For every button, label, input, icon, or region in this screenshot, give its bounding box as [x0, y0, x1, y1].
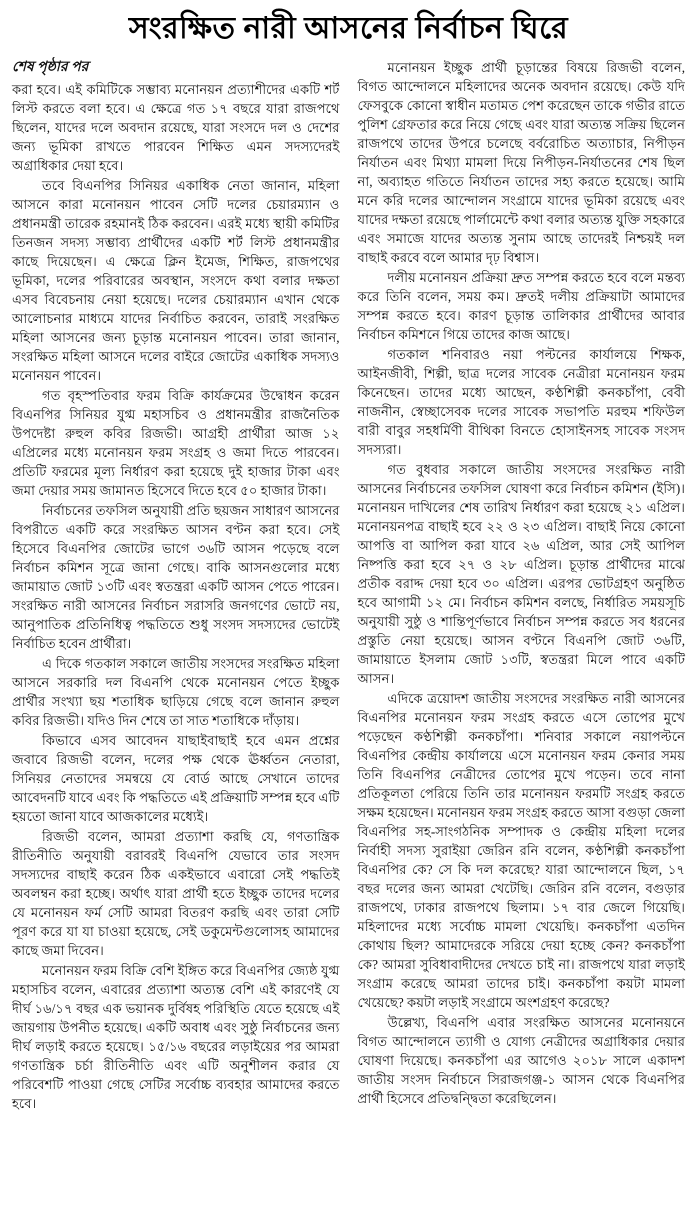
continuation-note: শেষ পৃষ্ঠার পর — [12, 59, 89, 75]
article-paragraph: গতকাল শনিবারও নয়া পল্টনের কার্যালয়ে শিক্ষক, আইনজীবী, শিল্পী, ছাত্র দলের সাবেক নেত্রীরা মনোনয়ন ফরম কিনেছেন। তাদের মধ্যে আছেন, কণ্ঠশিল্পী কনকচাঁপা, বেবী নাজনীন, স্বেচ্ছাসেবক দলের সাবেক সভাপতি মরহুম শফিউল বারী বাবুর সহধর্মিণী বীথিকা বিনতে হোসাইনসহ সাবেক সংসদ সদস্যরা। — [357, 346, 685, 457]
article-headline: সংরক্ষিত নারী আসনের নির্বাচন ঘিরে — [128, 12, 569, 45]
article-paragraph: মনোনয়ন ফরম বিক্রি বেশি ইঙ্গিত করে বিএনপির জ্যেষ্ঠ যুগ্ম মহাসচিব বলেন, এবারের প্রত্যাশা অত্যন্ত বেশি এই কারণেই যে দীর্ঘ ১৬/১৭ বছর এক ভয়ানক দুর্বিষহ পরিস্থিতি যেতে হয়েছে এই জায়গায় উপনীত হয়েছে। একটি অবাধ এবং সুষ্ঠু নির্বাচনের জন্য দীর্ঘ লড়াই করতে হয়েছে। ১৫/১৬ বছরের লড়াইয়ের পর আমরা গণতান্ত্রিক চর্চা রীতিনীতি এবং এটি অনুশীলন করার যে পরিবেশটি পাওয়া গেছে সেটির সর্বোচ্চ ব্যবহার আমাদের করতে হবে। — [12, 962, 340, 1111]
article-paragraph: উল্লেখ্য, বিএনপি এবার সংরক্ষিত আসনের মনোনয়নে বিগত আন্দোলনে ত্যাগী ও যোগ্য নেত্রীদের অগ্রাধিকার দেয়ার ঘোষণা দিয়েছে। কনকচাঁপা এর আগেও ২০১৮ সালে একাদশ জাতীয় সংসদ নির্বাচনে সিরাজগঞ্জ-১ আসন থেকে বিএনপির প্রার্থী হিসেবে প্রতিদ্বন্দ্বিতা করেছিলেন। — [357, 1014, 685, 1106]
article-paragraph: তবে বিএনপির সিনিয়র একাধিক নেতা জানান, মহিলা আসনে কারা মনোনয়ন পাবেন সেটি দলের চেয়ারম্যান ও প্রধানমন্ত্রী তারেক রহমানই ঠিক করবেন। এরই মধ্যে স্থায়ী কমিটির তিনজন সদস্য সম্ভাব্য প্রার্থীদের একটি শর্ট লিস্ট প্রধানমন্ত্রীর কাছে দিয়েছেন। এ ক্ষেত্রে ক্লিন ইমেজ, শিক্ষিত, রাজপথের ভূমিকা, দলের পরিবারের অবস্থান, সংসদে কথা বলার দক্ষতা এসব বিবেচনায় নেয়া হয়েছে। দলের চেয়ারম্যান এখান থেকে আলোচনার মাধ্যমে যাদের নির্বাচিত করবেন, তারাই সংরক্ষিত মহিলা আসনের জন্য চূড়ান্ত মনোনয়ন পাবেন। তারা জানান, সংরক্ষিত মহিলা আসনে দলের বাইরে জোটের একাধিক সদস্যও মনোনয়ন পাবেন। — [12, 177, 340, 383]
article-paragraph: করা হবে। এই কমিটিকে সম্ভাব্য মনোনয়ন প্রত্যাশীদের একটি শর্ট লিস্ট করতে বলা হবে। এ ক্ষেত্রে গত ১৭ বছরে যারা রাজপথে ছিলেন, যাদের দলে অবদান রয়েছে, যারা সংসদে দল ও দেশের জন্য ভূমিকা রাখতে পারবেন শিক্ষিত এমন সদস্যদেরই অগ্রাধিকার দেয়া হবে। — [12, 81, 340, 173]
article-columns — [12, 58, 685, 1114]
article-paragraph: মনোনয়ন ইচ্ছুক প্রার্থী চূড়ান্তের বিষয়ে রিজভী বলেন, বিগত আন্দোলনে মহিলাদের অনেক অবদান রয়েছে। কেউ যদি ফেসবুকে কোনো স্বাধীন মতামত পেশ করেছেন তাকে গভীর রাতে পুলিশ গ্রেফতার করে নিয়ে গেছে এবং যারা অত্যন্ত সক্রিয় ছিলেন রাজপথে তাদের উপরে চলেছে বর্বরোচিত অত্যাচার, নিপীড়ন নির্যাতন এবং মিথ্যা মামলা দিয়ে নিপীড়ন-নির্যাতনের শেষ ছিল না, অব্যাহত গতিতে নির্যাতন তাদের সহ্য করতে হয়েছে। আমি মনে করি দলের আন্দোলন সংগ্রামে যাদের ভূমিকা রয়েছে এবং যাদের দক্ষতা রয়েছে পার্লামেন্টে কথা বলার অত্যন্ত যুক্তি সহকারে এবং সমাজে যাদের অত্যন্ত সুনাম আছে তাদেরই নিশ্চয়ই দল বাছাই করবে বলে আমার দৃঢ় বিশ্বাস। — [357, 59, 685, 265]
article-paragraph: নির্বাচনের তফসিল অনুযায়ী প্রতি ছয়জন সাধারণ আসনের বিপরীতে একটি করে সংরক্ষিত আসন বণ্টন করা হবে। সেই হিসেবে বিএনপির জোটের ভাগে ৩৬টি আসন পড়েছে বলে নির্বাচন কমিশন সূত্রে জানা গেছে। বাকি আসনগুলোর মধ্যে জামায়াত জোট ১৩টি এবং স্বতন্ত্ররা একটি আসন পেতে পারেন। সংরক্ষিত নারী আসনের নির্বাচন সরাসরি জনগণের ভোটে নয়, আনুপাতিক প্রতিনিধিত্ব পদ্ধতিতে শুধু সংসদ সদস্যদের ভোটেই নির্বাচিত হবেন প্রার্থীরা। — [12, 502, 340, 651]
left-column — [12, 58, 340, 1114]
article-paragraph: গত বৃহস্পতিবার ফরম বিক্রি কার্যক্রমের উদ্বোধন করেন বিএনপির সিনিয়র যুগ্ম মহাসচিব ও প্রধানমন্ত্রীর রাজনৈতিক উপদেষ্টা রুহুল কবির রিজভী। আগ্রহী প্রার্থীরা আজ ১২ এপ্রিলের মধ্যে মনোনয়ন ফরম সংগ্রহ ও জমা দিতে পারবেন। প্রতিটি ফরমের মূল্য নির্ধারণ করা হয়েছে দুই হাজার টাকা এবং জমা দেয়ার সময় জামানত হিসেবে দিতে হবে ৫০ হাজার টাকা। — [12, 387, 340, 498]
article-paragraph: রিজভী বলেন, আমরা প্রত্যাশা করছি যে, গণতান্ত্রিক রীতিনীতি অনুযায়ী বরাবরই বিএনপি যেভাবে তার সংসদ সদস্যদের বাছাই করেন ঠিক একইভাবে এবারো সেই পদ্ধতিই অবলম্বন করা হচ্ছে। অর্থাৎ যারা প্রার্থী হতে ইচ্ছুক তাদের দলের যে মনোনয়ন ফর্ম সেটি আমরা বিতরণ করছি এবং তারা সেটি পূরণ করে যা যা চাওয়া হয়েছে, সেই ডকুমেন্টগুলোসহ আমাদের কাছে জমা দিবেন। — [12, 828, 340, 958]
right-column-text — [358, 58, 686, 1108]
article-paragraph: এদিকে ত্রয়োদশ জাতীয় সংসদের সংরক্ষিত নারী আসনের বিএনপির মনোনয়ন ফরম সংগ্রহ করতে এসে তোপের মুখে পড়েছেন কণ্ঠশিল্পী কনকচাঁপা। শনিবার সকালে নয়াপল্টনে বিএনপির কেন্দ্রীয় কার্যালয়ে এসে মনোনয়ন ফরম কেনার সময় তিনি বিএনপির নেত্রীদের তোপের মুখে পড়েন। তবে নানা প্রতিকূলতা পেরিয়ে তিনি তার মনোনয়ন ফরমটি সংগ্রহ করতে সক্ষম হয়েছেন। মনোনয়ন ফরম সংগ্রহ করতে আসা বগুড়া জেলা বিএনপির সহ-সাংগঠনিক সম্পাদক ও কেন্দ্রীয় মহিলা দলের নির্বাহী সদস্য সুরাইয়া জেরিন রনি বলেন, কণ্ঠশিল্পী কনকচাঁপা বিএনপির কে? সে কি দল করেছে? যারা আন্দোলনে ছিল, ১৭ বছর দলের জন্য আমরা খেটেছি। জেরিন রনি বলেন, বগুড়ার রাজপথে, ঢাকার রাজপথে ছিলাম। ১৭ বার জেলে গিয়েছি। মহিলাদের মধ্যে সর্বোচ্চ মামলা খেয়েছি। কনকচাঁপা এতদিন কোথায় ছিল? আমাদেরকে সরিয়ে দেয়া হচ্ছে কেন? কনকচাঁপা কে? আমরা সুবিধাবাদীদের দেখতে চাই না। রাজপথে যারা লড়াই সংগ্রাম করেছে আমরা তাদের চাই। কনকচাঁপা কয়টা মামলা খেয়েছে? কয়টা লড়াই সংগ্রামে অংশগ্রহণ করেছে? — [357, 690, 685, 1010]
article-paragraph: এ দিকে গতকাল সকালে জাতীয় সংসদের সংরক্ষিত মহিলা আসনে সরকারি দল বিএনপি থেকে মনোনয়ন পেতে ইচ্ছুক প্রার্থীর সংখ্যা ছয় শতাধিক ছাড়িয়ে গেছে বলে জানান রুহুল কবির রিজভী। যদিও দিন শেষে তা সাত শতাধিকে দাঁড়ায়। — [12, 655, 340, 728]
article-paragraph: দলীয় মনোনয়ন প্রক্রিয়া দ্রুত সম্পন্ন করতে হবে বলে মন্তব্য করে তিনি বলেন, সময় কম। দ্রুতই দলীয় প্রক্রিয়াটা আমাদের সম্পন্ন করতে হবে। কারণ চূড়ান্ত তালিকার প্রার্থীদের আবার নির্বাচন কমিশনে গিয়ে তাদের কাজ আছে। — [357, 269, 685, 342]
article-paragraph: কিভাবে এসব আবেদন যাছাইবাছাই হবে এমন প্রশ্নের জবাবে রিজভী বলেন, দলের পক্ষ থেকে ঊর্ধ্বতন নেতারা, সিনিয়র নেতাদের সমন্বয়ে যে বোর্ড আছে সেখানে তাদের আবেদনটি যাবে এবং কি পদ্ধতিতে এই প্রক্রিয়াটি সম্পন্ন হবে এটি হয়তো জানা যাবে আজকালের মধ্যেই। — [12, 732, 340, 824]
right-column — [358, 58, 686, 1114]
left-column-text — [12, 80, 340, 1113]
article-paragraph: গত বুধবার সকালে জাতীয় সংসদের সংরক্ষিত নারী আসনের নির্বাচনের তফসিল ঘোষণা করে নির্বাচন কমিশন (ইসি)। মনোনয়ন দাখিলের শেষ তারিখ নির্ধারণ করা হয়েছে ২১ এপ্রিল। মনোনয়নপত্র বাছাই হবে ২২ ও ২৩ এপ্রিল। বাছাই নিয়ে কোনো আপত্তি বা আপিল করা যাবে ২৬ এপ্রিল, আর সেই আপিল নিষ্পত্তি করা হবে ২৭ ও ২৮ এপ্রিল। চূড়ান্ত প্রার্থীদের মাঝে প্রতীক বরাদ্দ দেয়া হবে ৩০ এপ্রিল। এরপর ভোটগ্রহণ অনুষ্ঠিত হবে আগামী ১২ মে। নির্বাচন কমিশন বলছে, নির্ধারিত সময়সূচি অনুযায়ী সুষ্ঠু ও শান্তিপূর্ণভাবে নির্বাচন সম্পন্ন করতে সব ধরনের প্রস্তুতি নেয়া হয়েছে। আসন বণ্টনে বিএনপি জোট ৩৬টি, জামায়াতে ইসলাম জোট ১৩টি, স্বতন্ত্ররা মিলে পাবে একটি আসন। — [357, 461, 685, 686]
